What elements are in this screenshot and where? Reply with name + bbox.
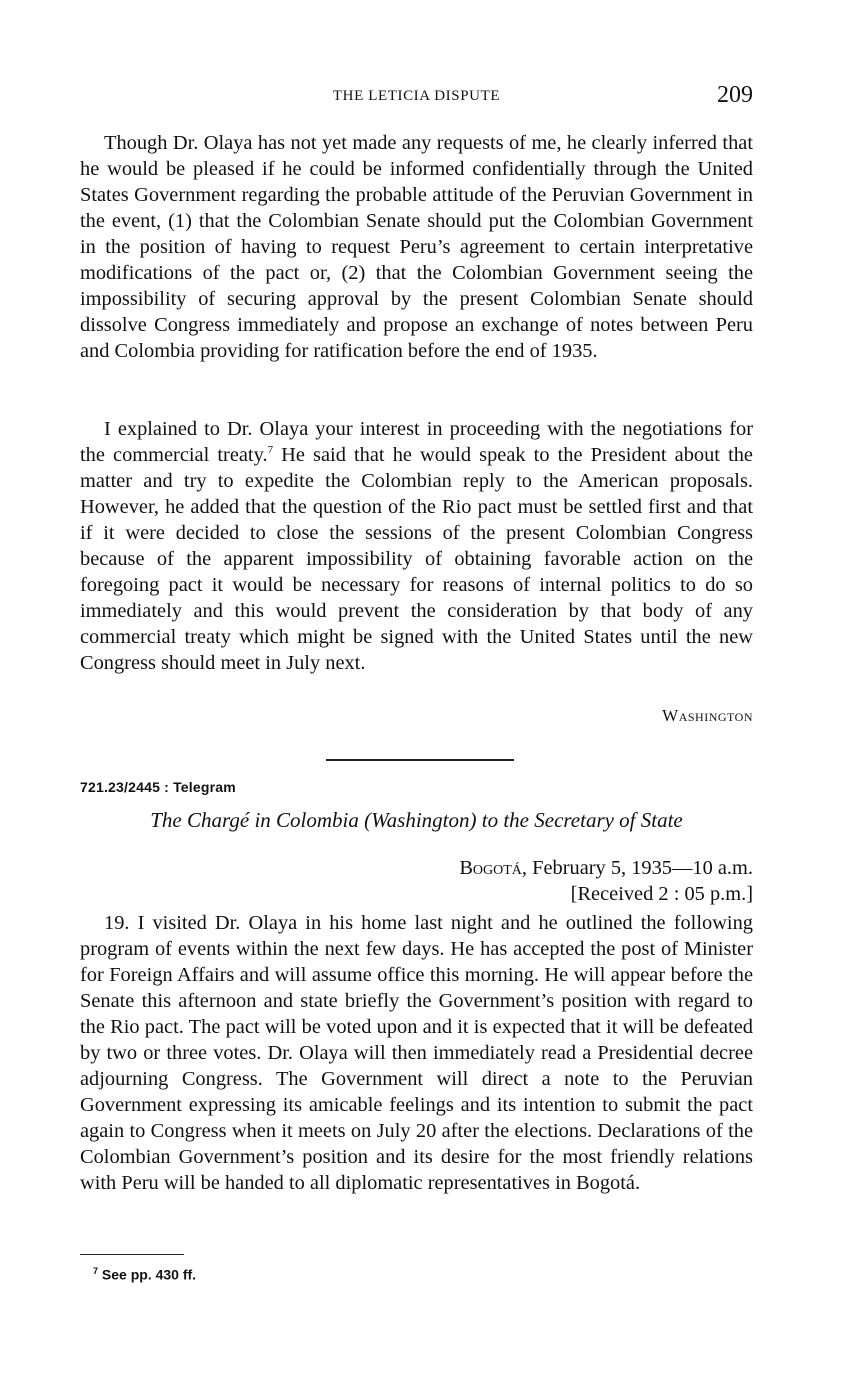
dateline-place: Bogotá,: [459, 857, 528, 879]
running-head: THE LETICIA DISPUTE: [332, 88, 501, 104]
paragraph-2-container: [80, 416, 753, 676]
page-header: [80, 84, 753, 114]
document-title: The Chargé in Colombia (Washington) to the Secretary of State: [150, 808, 683, 832]
footnote-marker: 7: [93, 1266, 99, 1276]
dateline: [459, 855, 753, 907]
footnote-reference: 7: [267, 444, 274, 457]
footnote-rule: [80, 1254, 184, 1255]
signature: Washington: [662, 706, 753, 725]
page-number: 209: [717, 82, 753, 108]
footnote: [93, 1266, 196, 1283]
paragraph-2-text-end: He said that he would speak to the President about the matter and try to expedite the Colombian reply to the American proposals. However, he added that the question of the Rio pact must be settled first and that if it were decided to close the sessions of the present Colombian Congress because of the apparent impossibility of obtaining favorable action on the foregoing pact it would be necessary for reasons of internal politics to do so immediately and this would prevent the consideration by that body of any commercial treaty which might be signed with the United States until the new Congress should meet in July next.: [80, 444, 753, 674]
paragraph-2: [80, 416, 753, 676]
dateline-date: February 5, 1935—10 a.m.: [527, 857, 753, 879]
paragraph-1-container: [80, 130, 753, 364]
file-reference: 721.23/2445 : Telegram: [80, 779, 236, 795]
dateline-received: [Received 2 : 05 p.m.]: [570, 883, 753, 905]
footnote-text: See pp. 430 ff.: [98, 1266, 197, 1283]
paragraph-3: 19. I visited Dr. Olaya in his home last night and he outlined the following program of events within the next few days. He has accepted the post of Minister for Foreign Affairs and will assume office this morning. He will appear before the Senate this afternoon and state briefly the Government’s position with regard to the Rio pact. The pact will be voted upon and it is expected that it will be defeated by two or three votes. Dr. Olaya will then immediately read a Presidential decree adjourning Congress. The Government will direct a note to the Peruvian Government expressing its amicable feelings and its intention to submit the pact again to Congress when it meets on July 20 after the elections. Declarations of the Colombian Government’s position and its desire for the most friendly relations with Peru will be handed to all diplomatic representatives in Bogotá.: [80, 912, 753, 1194]
paragraph-2-text-start: I explained to Dr. Olaya your interest in proceeding with the negotiations for the commercial treaty.: [80, 418, 753, 466]
paragraph-1: Though Dr. Olaya has not yet made any requests of me, he clearly inferred that he would be pleased if he could be informed confidentially through the United States Government regarding the probable attitude of the Peruvian Government in the event, (1) that the Colombian Senate should put the Colombian Government in the position of having to request Peru’s agreement to certain interpretative modifications of the pact or, (2) that the Colombian Government seeing the impossibility of securing approval by the present Colombian Senate should dissolve Congress immediately and propose an exchange of notes between Peru and Colombia providing for ratification before the end of 1935.: [80, 132, 753, 362]
dateline-sent: [459, 855, 753, 881]
section-divider: [326, 759, 514, 761]
paragraph-3-container: [80, 910, 753, 1196]
